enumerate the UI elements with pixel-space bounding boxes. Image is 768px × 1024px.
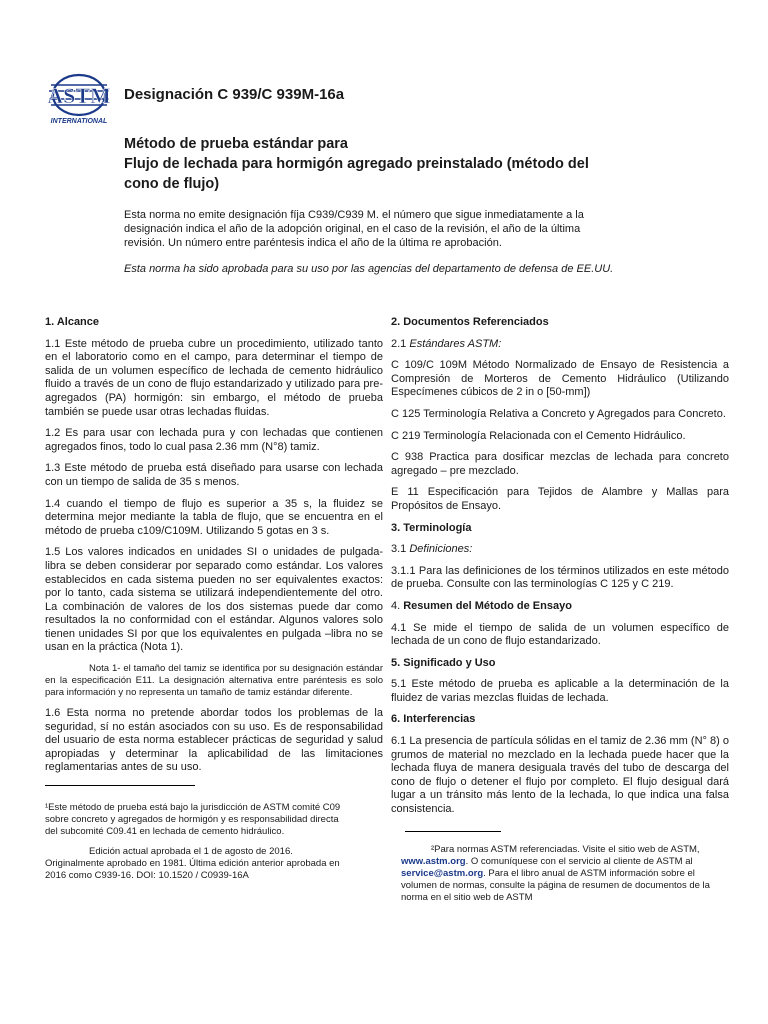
reference-c938: C 938 Practica para dosificar mezclas de lechada para concreto agregado – pre mezclado. <box>391 451 729 477</box>
section-summary-heading <box>391 600 729 614</box>
title-line-1: Método de prueba estándar para <box>124 136 348 152</box>
designation-heading: Designación C 939/C 939M-16a <box>124 86 345 103</box>
paragraph-3-1-number: 3.1 <box>391 543 410 556</box>
logo-subtitle: INTERNATIONAL <box>50 118 108 125</box>
paragraph-1-3: 1.3 Este método de prueba está diseñado para usarse con lechada con un tiempo de salida de 35 s menos. <box>45 462 383 488</box>
footnote-2-contact: . O comuníquese con el servicio al cliente de ASTM al <box>465 855 693 867</box>
footnote-edition: Edición actual aprobada el 1 de agosto de 2016. Originalmente aprobado en 1981. Última edición anterior aprobada en 2016 como C939-16. DOI: 10.1520 / C0939-16A <box>45 846 340 882</box>
section-summary-title: Resumen del Método de Ensayo <box>403 599 572 612</box>
paragraph-1-2: 1.2 Es para usar con lechada pura y con lechadas que contienen agregados finos, todo lo cual pasa 2.36 mm (N°8) tamiz. <box>45 427 383 453</box>
footnote-2 <box>391 844 719 904</box>
paragraph-6-1: 6.1 La presencia de partícula sólidas en el tamiz de 2.36 mm (N° 8) o grumos de material no mezclado en la lechada puede hacer que la lechada fluya de manera desiguala través del tubo de descarga del cono de flujo o detener el flujo por completo. El flujo desigual dará lugar a un tránsito más lento de la lechada, lo que indica una falsa consistencia. <box>391 735 729 816</box>
title-line-2: Flujo de lechada para hormigón agregado preinstalado (método del cono de flujo) <box>124 156 589 192</box>
reference-c125: C 125 Terminología Relativa a Concreto y Agregados para Concreto. <box>391 407 726 420</box>
paragraph-5-1: 5.1 Este método de prueba es aplicable a la determinación de la fluidez de varias mezclas fluidas de lechada. <box>391 678 729 704</box>
paragraph-1-5: 1.5 Los valores indicados en unidades SI o unidades de pulgada-libra se deben considerar por separado como estándar. Los valores establecidos en cada sistema pueden no ser equivalentes exactos: por lo tanto, cada sistema se utilizará independientemente del otro. La combinación de valores de los dos sistemas puede dar como resultados la no conformidad con el estándar. Algunos valores solo tienen unidades SI por que los equivalentes en pulgada –libra no se usan en la práctica (Nota 1). <box>45 546 383 654</box>
footnote-1: ¹Este método de prueba está bajo la jurisdicción de ASTM comité C09 sobre concreto y agregados de hormigón y es responsabilidad directa del subcomité C09.41 en lechada de cemento hidráulico. <box>45 802 341 838</box>
paragraph-3-1-1: 3.1.1 Para las definiciones de los términos utilizados en este método de prueba. Consulte con las terminologías C 125 y C 219. <box>391 564 729 591</box>
astm-website-link[interactable]: www.astm.org <box>401 855 466 867</box>
left-column <box>45 316 383 890</box>
note-1: Nota 1- el tamaño del tamiz se identifica por su designación estándar en la especificación E11. La designación alternativa entre paréntesis es solo para información y no representa un tamaño de tamiz estándar diferente. <box>45 663 383 699</box>
footnote-separator <box>45 785 195 786</box>
section-interferences-heading: 6. Interferencias <box>391 713 476 726</box>
section-significance-heading: 5. Significado y Uso <box>391 656 496 669</box>
section-summary-number: 4. <box>391 599 404 612</box>
footnote-2-intro: ²Para normas ASTM referenciadas. Visite el sitio web de ASTM, <box>431 843 700 855</box>
definitions-label: Definiciones: <box>409 543 473 556</box>
paragraph-1-4: 1.4 cuando el tiempo de flujo es superior a 35 s, la fluidez se determina mejor mediante la tabla de flujo, que se encuentra en el método de prueba c109/C109M. Utilizando 5 gotas en 3 s. <box>45 497 383 537</box>
footnote-separator-right <box>405 831 501 832</box>
paragraph-2-1 <box>391 338 729 352</box>
paragraph-1-6: 1.6 Esta norma no pretende abordar todos los problemas de la seguridad, sí no están asociados con su uso. Es de responsabilidad del usuario de esta norma establecer prácticas de seguridad y salud apropiadas y determinar la aplicabilidad de las limitaciones reglamentarias antes de su uso. <box>45 707 383 774</box>
designation-notice: Esta norma no emite designación fíja C939/C939 M. el número que sigue inmediatamente a la designación indica el año de la adopción original, en el caso de la revisión, el año de la última revisión. Un número entre paréntesis indica el año de la última re aprobación. <box>124 209 584 249</box>
paragraph-2-1-number: 2.1 <box>391 337 410 350</box>
reference-e11: E 11 Especificación para Tejidos de Alambre y Mallas para Propósitos de Ensayo. <box>391 486 729 512</box>
right-column <box>391 316 729 912</box>
logo-letters: ASTM <box>47 83 111 108</box>
reference-c219: C 219 Terminología Relacionada con el Cemento Hidráulico. <box>391 429 686 442</box>
section-documents-heading: 2. Documentos Referenciados <box>391 316 549 328</box>
paragraph-1-1: 1.1 Este método de prueba cubre un procedimiento, utilizado tanto en el laboratorio como en el campo, para determinar el tiempo de salida de un volumen específico de lechada de cemento hidráulico fluido a través de un cono de flujo estandarizado y utilizado para pre-agregados (PA) hormigón: sin embargo, el método de prueba también se puede usar otras lechadas fluidas. <box>45 337 383 418</box>
reference-c109: C 109/C 109M Método Normalizado de Ensayo de Resistencia a Compresión de Morteros de Cemento Hidráulico (Utilizando Especímenes cúbicos de 2 in o [50-mm]) <box>391 359 729 399</box>
astm-standards-label: Estándares ASTM: <box>409 337 502 350</box>
section-terminology-heading: 3. Terminología <box>391 521 472 534</box>
paragraph-3-1 <box>391 543 729 557</box>
section-scope-heading: 1. Alcance <box>45 316 100 328</box>
footnote-2-rest: . Para el libro anual de ASTM información sobre el volumen de normas, consulte la página de resumen de documentos de la norma en el sitio web de ASTM <box>401 867 710 903</box>
approval-statement: Esta norma ha sido aprobada para su uso por las agencias del departamento de defensa de EE.UU. <box>124 263 614 275</box>
astm-service-email-link[interactable]: service@astm.org <box>401 867 484 879</box>
paragraph-4-1: 4.1 Se mide el tiempo de salida de un volumen específico de lechada de un cono de flujo estandarizado. <box>391 621 729 648</box>
astm-logo <box>45 73 117 125</box>
